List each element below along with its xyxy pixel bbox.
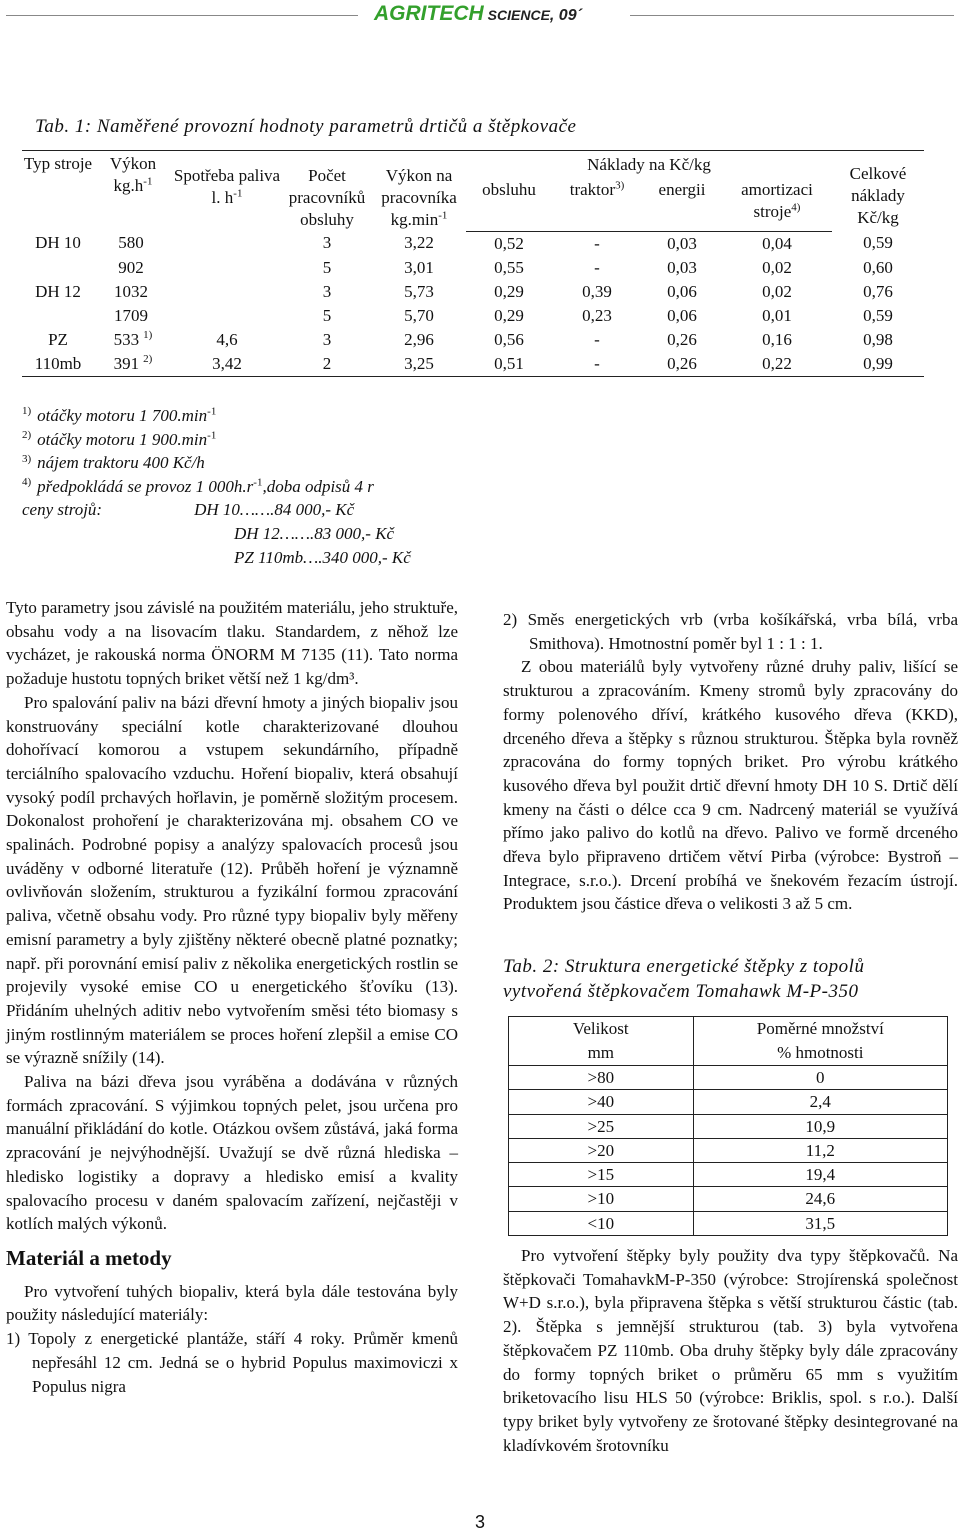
cell-size: >40 <box>509 1090 694 1114</box>
cell-typ: 110mb <box>22 352 94 377</box>
th-vykon-prac: Výkon na pracovníka $kg.\min^{-1}$ <box>381 166 457 229</box>
cell-energii: 0,26 <box>667 329 697 349</box>
brand-agritech: AGRITECH <box>374 2 484 25</box>
table-row <box>22 304 924 328</box>
cell-celkove: 0,59 <box>863 233 893 253</box>
cell-pct: 31,5 <box>693 1211 947 1235</box>
cell-vykon: 1032 <box>114 281 148 301</box>
table1-body <box>22 231 924 376</box>
table-row <box>509 1066 948 1090</box>
page-number: 3 <box>474 1512 485 1532</box>
paragraph: Z obou materiálů byly vytvořeny různé druhy paliv, lišící se strukturou a zpracováním. Kmeny stromů byly zpracovány do formy polenového dříví, krátkého kusového dřeva (KKD), drceného dřeva a štěpky s různou strukturou. Štěpka byla rovněž zpracována do formy topných briket. Pro výrobu krátkého kusového dřeva byl použit drtič dřevní hmoty DH 10 S. Drtič dělí kmeny na části o délce cca 9 cm. Nadrcený materiál se využívá přímo jako palivo do kotlů na dřevo. Palivo ve formě drceného dřeva bylo připraveno drtičem větví Pirba (výrobce: Bystroň – Integrace, s.r.o.). Drcení probíhá ve šnekovém řezacím ústrojí. Produktem jsou částice dřeva o velikosti 3 až 5 cm. <box>503 657 958 914</box>
cell-obsluhu: 0,51 <box>466 352 552 377</box>
cell-size: <10 <box>509 1211 694 1235</box>
th-naklady: Náklady na Kč/kg <box>587 155 711 175</box>
cell-amortizaci: 0,04 <box>762 233 792 253</box>
table-row <box>22 352 924 377</box>
th-amortizaci: amortizaci stroje$^{4)}$ <box>722 179 832 231</box>
table-row <box>509 1114 948 1138</box>
right-column <box>503 608 958 916</box>
cell-pct: 24,6 <box>693 1187 947 1211</box>
cell-amortizaci: 0,02 <box>762 281 792 301</box>
cell-traktor: 0,39 <box>582 281 612 301</box>
cell-typ: DH 10 <box>35 233 81 253</box>
list-item: 1) Topoly z energetické plantáže, stáří 4 roky. Průměr kmenů nepřesáhl 12 cm. Jedná se o hybrid Populus maximoviczi x Populus nigra <box>6 1329 458 1396</box>
cell-traktor: - <box>594 233 600 253</box>
cell-pct: 10,9 <box>693 1114 947 1138</box>
paragraph: Pro vytvoření štěpky byly použity dva typy štěpkovačů. Na štěpkovači TomahavkM-P-350 (výrobce: Strojírenská společnost W+D s.r.o.), byla připravena štěpka s větší strukturou částic (tab. 2). Štěpka s jemnější strukturou (tab. 3) byla vytvořena štěpkovačem PZ 110mb. Oba druhy štěpky byly dále zpracovány do formy topných briket o průměru 65 mm s využitím briketovacího lisu HLS 50 (výrobce: Briklis, spol. s r.o.). Další typy briket byly vytvořeny ze šrotované štěpky desintegrované na kladívkovém šrotovníku <box>503 1246 958 1455</box>
cell-energii: 0,03 <box>667 257 697 277</box>
cell-spotreba: 3,42 <box>172 352 282 377</box>
cell-obsluhu: 0,29 <box>494 281 524 301</box>
th-velikost: Velikost mm <box>509 1017 694 1066</box>
brand-issue: , 09´ <box>549 7 582 24</box>
cell-vykon-prac: 2,96 <box>404 329 434 349</box>
cell-vykon: 580 <box>118 233 144 253</box>
footnote-4: $^{4)}$ předpokládá se provoz 1 $000h.r^{-1},doba$ odpisů 4 r <box>22 476 374 496</box>
right-column-bottom <box>503 1244 958 1457</box>
left-column <box>6 596 458 1398</box>
cell-vykon-prac: 5,70 <box>404 305 434 325</box>
list-item: 2) Směs energetických vrb (vrba košíkářská, vrba bílá, vrba Smithova). Hmotnostní poměr byl 1 : 1 : 1. <box>503 610 958 653</box>
table-row <box>22 328 924 352</box>
cell-celkove: 0,76 <box>863 281 893 301</box>
cell-celkove: 0,59 <box>863 305 893 325</box>
cell-pocet: 3 <box>322 329 332 349</box>
cell-pocet: 2 <box>282 352 372 377</box>
cell-traktor: - <box>594 329 600 349</box>
prices-row-2: DH 12…….83 000,- Kč <box>234 523 395 543</box>
header-rule-right <box>630 15 954 16</box>
cell-traktor: - <box>594 257 600 277</box>
th-mnozstvi: Poměrné množství % hmotnosti <box>693 1017 947 1066</box>
prices-row-3: PZ 110mb….340 000,- Kč <box>234 547 411 567</box>
table-row <box>22 280 924 304</box>
table2-caption-line2: vytvořená štěpkovačem Tomahawk M-P-350 <box>503 981 859 1002</box>
table1-footnotes <box>22 404 411 569</box>
cell-vykon-prac: 3,25 <box>372 352 466 377</box>
th-pocet: Počet pracovníků obsluhy <box>288 166 366 229</box>
cell-size: >20 <box>509 1138 694 1162</box>
cell-celkove: 0,99 <box>832 352 924 377</box>
cell-size: >80 <box>509 1066 694 1090</box>
cell-energii: 0,03 <box>667 233 697 253</box>
footnote-1: $^{1)}$ otáčky motoru 1 $700.\min^{-1}$ <box>22 405 217 425</box>
brand-science: SCIENCE <box>487 7 550 23</box>
cell-pocet: 5 <box>322 257 332 277</box>
cell-traktor: 0,23 <box>582 305 612 325</box>
cell-vykon: 1709 <box>114 305 148 325</box>
footnote-3: $^{3)}$ nájem traktoru 400 Kč/h <box>22 452 205 473</box>
cell-typ <box>22 256 94 280</box>
prices-row-1: ceny strojů: DH 10…….84 000,- Kč <box>22 500 355 520</box>
cell-energii: 0,06 <box>667 305 697 325</box>
cell-pct: 0 <box>693 1066 947 1090</box>
cell-celkove: 0,98 <box>863 329 893 349</box>
table-row <box>22 256 924 280</box>
cell-vykon: 902 <box>118 257 144 277</box>
header-rule-left <box>6 15 358 16</box>
cell-spotreba <box>172 256 282 280</box>
table-row <box>509 1211 948 1235</box>
cell-pct: 19,4 <box>693 1163 947 1187</box>
cell-amortizaci: 0,16 <box>762 329 792 349</box>
cell-energii: 0,26 <box>642 352 722 377</box>
cell-size: >25 <box>509 1114 694 1138</box>
paragraph: Pro spalování paliv na bázi dřevní hmoty a jiných biopaliv jsou konstruovány speciální kotle charakterizované dlouhou dohořívací komorou a vstupem sekundárního, případně terciálního spalovacího vzduchu. Hoření biopaliv, která obsahují vysoký podíl prchavých hořlavin, je poměrně složitým procesem. Dokonalost prohoření je charakterizována mj. obsahem CO ve spalinách. Podrobné popisy a analýzy spalovacích procesů jsou uváděny v odborné literatuře (12). Průběh hoření je významně ovlivňován složením, strukturou a fyzikální formou zpracování paliva, včetně obsahu vody. Pro různé typy biopaliv byly měřeny emisní parametry a byly zjištěny některé obecně platné poznatky; např. při porovnání emisí paliv z několika energetických rostlin se projevily vysoké emise CO u energetického šťovíku (13). Přidáním uhelných aditiv nebo vytvořením směsi této biomasy s jiným rostlinným materiálem se proces hoření zlepšil a emise CO se výrazně snížily (14). <box>6 692 458 1068</box>
paragraph: Tyto parametry jsou závislé na použitém materiálu, jeho struktuře, obsahu vody a na lisovacím tlaku. Standardem, z něhož lze vycházet, je rakouská norma ÖNORM M 7135 (11). Tato norma požaduje hustotu topných briket větší než 1 kg/dm³. <box>6 598 458 689</box>
cell-size: >10 <box>509 1187 694 1211</box>
cell-celkove: 0,60 <box>863 257 893 277</box>
th-obsluhu: obsluhu <box>466 179 552 231</box>
cell-pct: 11,2 <box>693 1138 947 1162</box>
journal-brand <box>374 2 582 26</box>
cell-size: >15 <box>509 1163 694 1187</box>
table2-caption-line1: Tab. 2: Struktura energetické štěpky z topolů <box>503 956 865 977</box>
cell-amortizaci: 0,02 <box>762 257 792 277</box>
cell-pocet: 3 <box>322 281 332 301</box>
table1-caption: Tab. 1: Naměřené provozní hodnoty parametrů drtičů a štěpkovače <box>35 116 577 137</box>
cell-spotreba <box>172 231 282 256</box>
table-row <box>509 1138 948 1162</box>
cell-obsluhu: 0,29 <box>494 305 524 325</box>
cell-amortizaci: 0,22 <box>722 352 832 377</box>
table2 <box>508 1016 948 1236</box>
table1 <box>22 150 924 377</box>
cell-typ: PZ <box>48 329 68 349</box>
cell-typ: DH 12 <box>35 281 81 301</box>
cell-traktor: - <box>552 352 642 377</box>
th-spotreba: Spotřeba paliva l. $h^{-1}$ <box>173 166 281 207</box>
paragraph: Paliva na bázi dřeva jsou vyráběna a dodávána v různých formách zpracování. S výjimkou topných pelet, jsou určena pro manuální přikládání do kotle. Otázkou ovšem zůstává, jaká forma zpracování je nejvýhodnější. Uvažují se dvě různá hlediska – hledisko logistiky a dopravy a hledisko emisí a kvality spalovacího procesu v daném spalovacím zařízení, nejčastěji v kotlích malých výkonů. <box>6 1072 458 1234</box>
th-traktor: traktor$^{3)}$ <box>552 179 642 231</box>
cell-obsluhu: 0,55 <box>494 257 524 277</box>
table-row <box>509 1090 948 1114</box>
table-row <box>509 1187 948 1211</box>
cell-typ <box>22 304 94 328</box>
th-typ: Typ stroje <box>23 154 93 173</box>
cell-pocet: 3 <box>322 233 332 253</box>
cell-obsluhu: 0,56 <box>494 329 524 349</box>
cell-vykon-prac: 5,73 <box>404 281 434 301</box>
cell-vykon-prac: 3,22 <box>404 233 434 253</box>
cell-obsluhu: 0,52 <box>494 233 524 253</box>
footnote-2: $^{2)}$ otáčky motoru 1 $900.\min^{-1}$ <box>22 428 217 449</box>
cell-pocet: 5 <box>322 305 332 325</box>
th-energii: energii <box>642 179 722 231</box>
th-celkove: Celkové náklady Kč/kg <box>849 164 907 227</box>
cell-vykon: 533 $^{1)}$ <box>113 328 153 349</box>
section-heading: Materiál a metody <box>6 1245 172 1270</box>
paragraph: Pro vytvoření tuhých biopaliv, která byla dále testována byly použity následující materiály: <box>6 1281 458 1325</box>
running-header <box>0 2 960 30</box>
table-row <box>509 1163 948 1187</box>
cell-spotreba: 4,6 <box>216 329 238 349</box>
table1-header <box>22 151 924 232</box>
cell-vykon: 391 $^{2)}$ <box>94 352 172 377</box>
cell-amortizaci: 0,01 <box>762 305 792 325</box>
cell-spotreba <box>172 280 282 304</box>
table2-body <box>509 1066 948 1236</box>
table-row <box>22 231 924 256</box>
cell-spotreba <box>172 304 282 328</box>
cell-energii: 0,06 <box>667 281 697 301</box>
th-vykon: Výkon $kg.h^{-1}$ <box>109 154 157 195</box>
cell-pct: 2,4 <box>693 1090 947 1114</box>
cell-vykon-prac: 3,01 <box>404 257 434 277</box>
